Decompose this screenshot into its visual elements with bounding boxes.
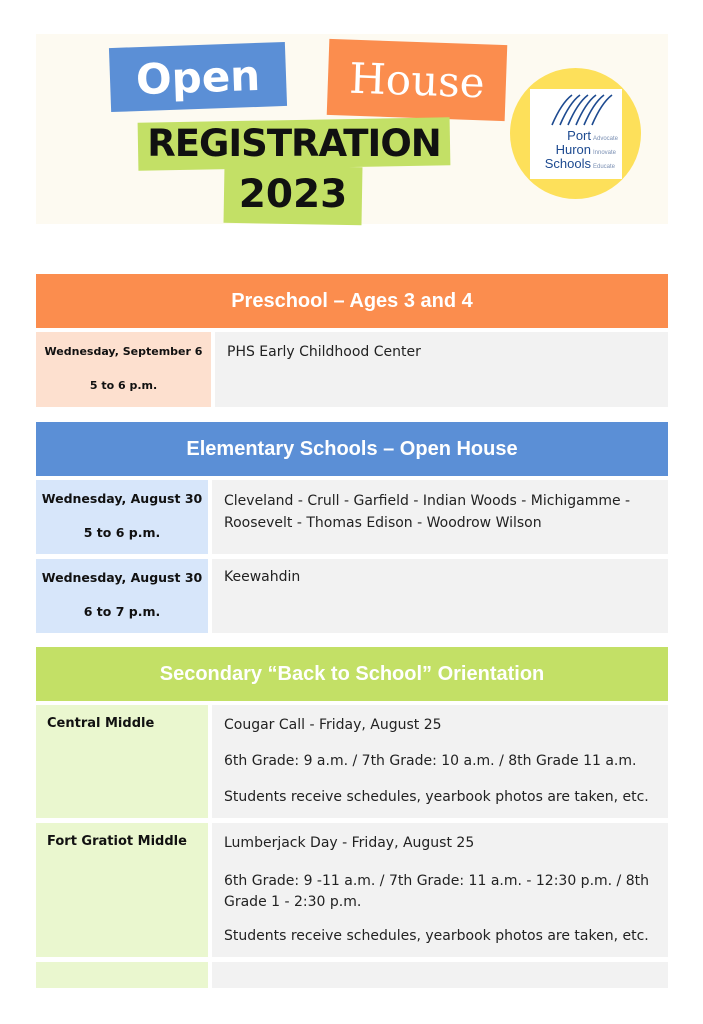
central-middle-name: Central Middle	[47, 716, 155, 731]
fort-gratiot-middle-note: Students receive schedules, yearbook photos are taken, etc.	[224, 928, 649, 944]
elementary-time: 5 to 6 p.m.	[83, 525, 161, 540]
elementary-schools-cell	[212, 480, 668, 554]
elementary-schools: Cleveland - Crull - Garfield - Indian Woods - Michigamme - Roosevelt - Thomas Edison - Woodrow Wilson	[224, 493, 631, 531]
registration-word: REGISTRATION	[147, 122, 441, 165]
logo-tag-innovate: Innovate	[593, 150, 617, 156]
central-middle-note: Students receive schedules, yearbook photos are taken, etc.	[224, 789, 649, 805]
logo-wordmark	[533, 129, 591, 171]
secondary-empty-details-cell	[212, 962, 668, 988]
central-middle-name-cell	[36, 705, 208, 818]
secondary-empty-name-cell	[36, 962, 208, 988]
logo-line-schools: Schools	[544, 156, 591, 171]
central-middle-grades: 6th Grade: 9 a.m. / 7th Grade: 10 a.m. / 8th Grade 11 a.m.	[224, 753, 637, 769]
logo-line-port: Port	[567, 128, 591, 143]
central-middle-event: Cougar Call - Friday, August 25	[224, 717, 442, 733]
preschool-location-cell	[215, 332, 668, 407]
elementary-schools-2: Keewahdin	[224, 569, 301, 585]
elementary-section-header	[36, 422, 668, 476]
house-word: House	[348, 53, 486, 107]
elementary-day: Wednesday, August 30	[41, 491, 203, 506]
elementary-date-cell-2	[36, 559, 208, 633]
header-banner	[36, 34, 668, 224]
fort-gratiot-middle-event: Lumberjack Day - Friday, August 25	[224, 835, 475, 851]
school-logo	[530, 89, 622, 179]
preschool-time: 5 to 6 p.m.	[89, 379, 158, 392]
secondary-title: Secondary “Back to School” Orientation	[159, 662, 545, 685]
open-word-block	[109, 42, 287, 112]
elementary-day-2: Wednesday, August 30	[41, 570, 203, 585]
wave-logo-icon	[550, 91, 614, 129]
preschool-title: Preschool – Ages 3 and 4	[231, 289, 473, 312]
elementary-time-2: 6 to 7 p.m.	[83, 604, 161, 619]
year-text: 2023	[238, 172, 348, 217]
logo-tag-advocate: Advocate	[593, 136, 619, 142]
elementary-date-cell	[36, 480, 208, 554]
preschool-day: Wednesday, September 6	[44, 345, 203, 358]
preschool-location: PHS Early Childhood Center	[227, 344, 421, 360]
open-word: Open	[135, 50, 261, 104]
house-word-block	[327, 39, 508, 121]
elementary-title: Elementary Schools – Open House	[186, 437, 518, 460]
logo-tagline	[593, 132, 618, 174]
logo-line-huron: Huron	[555, 142, 591, 157]
fort-gratiot-middle-name: Fort Gratiot Middle	[47, 834, 187, 849]
fort-gratiot-middle-details-cell	[212, 823, 668, 957]
fort-gratiot-middle-name-cell	[36, 823, 208, 957]
elementary-schools-cell-2	[212, 559, 668, 633]
central-middle-details-cell	[212, 705, 668, 818]
preschool-section-header	[36, 274, 668, 328]
secondary-section-header	[36, 647, 668, 701]
preschool-date-cell	[36, 332, 211, 407]
fort-gratiot-middle-grades: 6th Grade: 9 -11 a.m. / 7th Grade: 11 a.m. - 12:30 p.m. / 8th Grade 1 - 2:30 p.m.	[224, 873, 649, 910]
logo-tag-educate: Educate	[593, 164, 616, 170]
